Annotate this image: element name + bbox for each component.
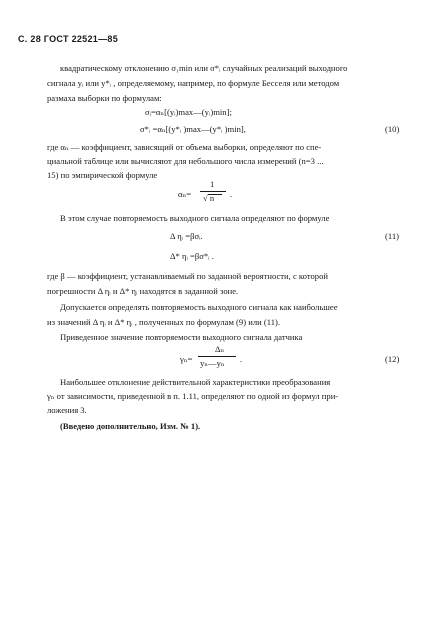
paragraph-7-line-2: γₙ от зависимости, приведенной в п. 1.11, определяют по одной из формул при- [47, 391, 339, 401]
equation-number-12: (12) [385, 354, 400, 364]
formula-gamma-lhs: γₙ= [180, 354, 193, 364]
paragraph-4-line-1: где β — коэффициент, устанавливаемый по заданной вероятности, с которой [47, 271, 328, 281]
fraction-bar [200, 191, 226, 192]
paragraph-2-line-3: 15) по эмпирической формуле [47, 170, 158, 180]
formula-alpha-end: . [230, 189, 233, 199]
paragraph-1-line-2: сигнала yᵢ или y*ᵢ , определяемому, например, по формуле Бесселя или методом [47, 78, 340, 88]
amendment-note: (Введено дополнительно, Изм. № 1). [60, 421, 201, 431]
paragraph-5-line-2: из значений Δ ηᵢ и Δ* ηᵢ , полученных по формулам (9) или (11). [47, 317, 280, 327]
formula-gamma-denominator: yₙ—yₙ [200, 358, 225, 368]
formula-delta-star: Δ* ηᵢ =βσ*ᵢ . [170, 251, 214, 261]
formula-alpha-denominator: √ n [203, 193, 215, 203]
formula-sigma: σᵢ=αₙ[(yᵢ)max—(yᵢ)min]; [145, 107, 232, 117]
page-header: С. 28 ГОСТ 22521—85 [18, 34, 119, 44]
paragraph-6: Приведенное значение повторяемости выходного сигнала датчика [60, 332, 303, 342]
formula-gamma-numerator: Δₙ [215, 344, 225, 354]
paragraph-2-line-1: где αₙ — коэффициент, зависящий от объема выборки, определяют по спе- [47, 142, 322, 152]
paragraph-7-line-1: Наибольшее отклонение действительной характеристики преобразования [60, 377, 331, 387]
formula-sigma-star: σ*ᵢ =αₙ[(y*ᵢ )max—(y*ᵢ )min], [140, 124, 246, 134]
fraction-bar-gamma [198, 356, 236, 357]
equation-number-10: (10) [385, 124, 400, 134]
paragraph-7-line-3: ложения 3. [47, 405, 87, 415]
paragraph-2-line-2: циальной таблице или вычисляют для небольшого числа измерений (n=3 ... [47, 156, 324, 166]
paragraph-3: В этом случае повторяемость выходного сигнала определяют по формуле [60, 213, 330, 223]
formula-alpha-numerator: 1 [210, 179, 215, 189]
formula-gamma-end: . [240, 354, 243, 364]
paragraph-4-line-2: погрешности Δ ηᵢ и Δ* ηᵢ находятся в заданной зоне. [47, 286, 239, 296]
paragraph-1-line-3: размаха выборки по формулам: [47, 93, 162, 103]
formula-alpha-lhs: αₙ= [178, 189, 192, 199]
radical-bar [208, 194, 222, 195]
paragraph-1-line-1: квадратическому отклонению σ₁min или σ*ᵢ случайных реализаций выходного [60, 63, 348, 73]
formula-delta: Δ ηᵢ =βσᵢ. [170, 231, 203, 241]
paragraph-5-line-1: Допускается определять повторяемость выходного сигнала как наибольшее [60, 302, 338, 312]
equation-number-11: (11) [385, 231, 399, 241]
